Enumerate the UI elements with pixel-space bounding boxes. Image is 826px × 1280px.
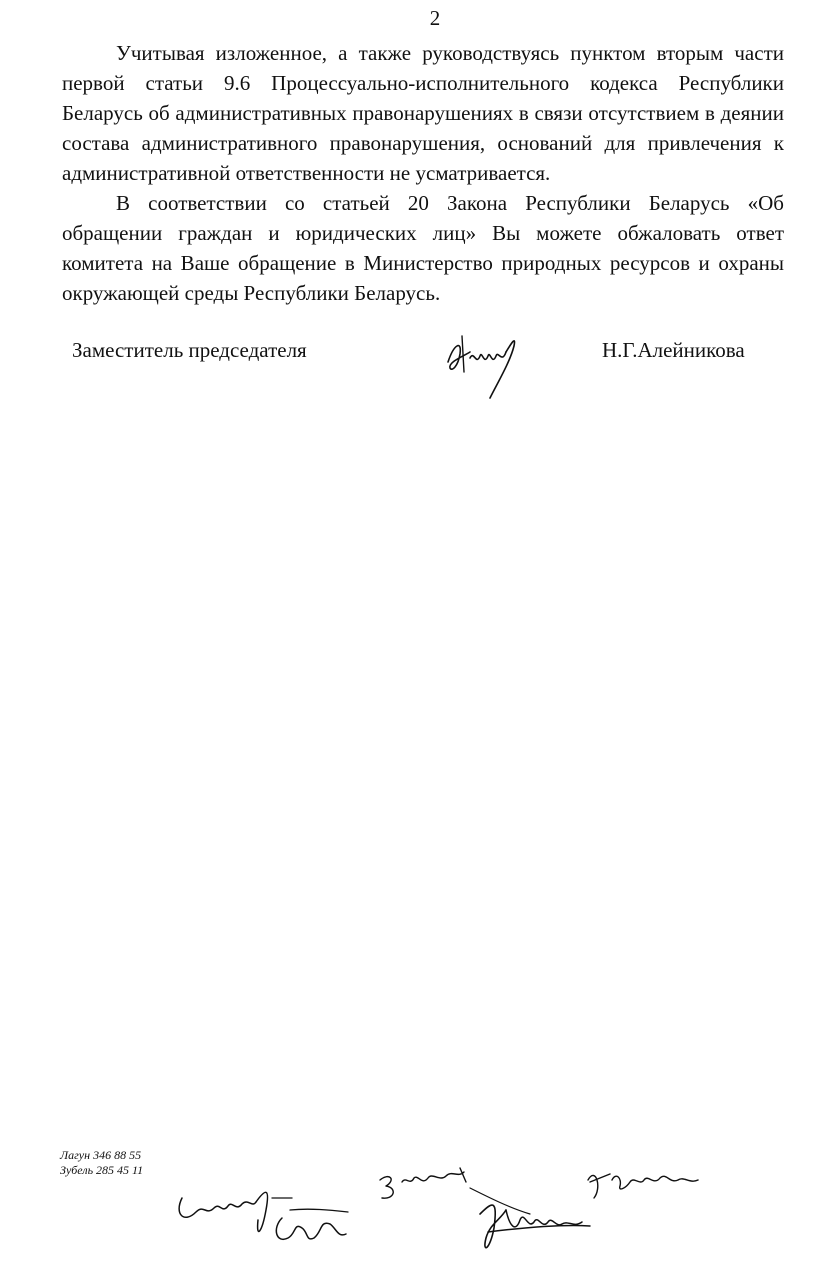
handwritten-signature: [440, 322, 550, 402]
approval-signatures: [170, 1158, 730, 1268]
signatory-title: Заместитель председателя: [72, 338, 307, 362]
document-body: [62, 38, 784, 308]
contact-line: Лагун 346 88 55: [60, 1148, 142, 1162]
page-number: 2: [429, 6, 441, 30]
executor-contacts: [60, 1148, 143, 1178]
signatory-name: Н.Г.Алейникова: [602, 338, 745, 362]
paragraph-conclusion: Учитывая изложенное, а также руководствуясь пунктом вторым части первой статьи 9.6 Процессуально-исполнительного кодекса Республики Беларусь об административных правонарушениях в связи отсутствием в деянии состава административного правонарушения, оснований для привлечения к административной ответственности не усматривается.: [62, 41, 784, 185]
contact-line: Зубель 285 45 11: [60, 1163, 144, 1177]
paragraph-appeal-rights: В соответствии со статьей 20 Закона Республики Беларусь «Об обращении граждан и юридических лиц» Вы можете обжаловать ответ комитета на Ваше обращение в Министерство природных ресурсов и охраны окружающей среды Республики Беларусь.: [62, 191, 784, 305]
